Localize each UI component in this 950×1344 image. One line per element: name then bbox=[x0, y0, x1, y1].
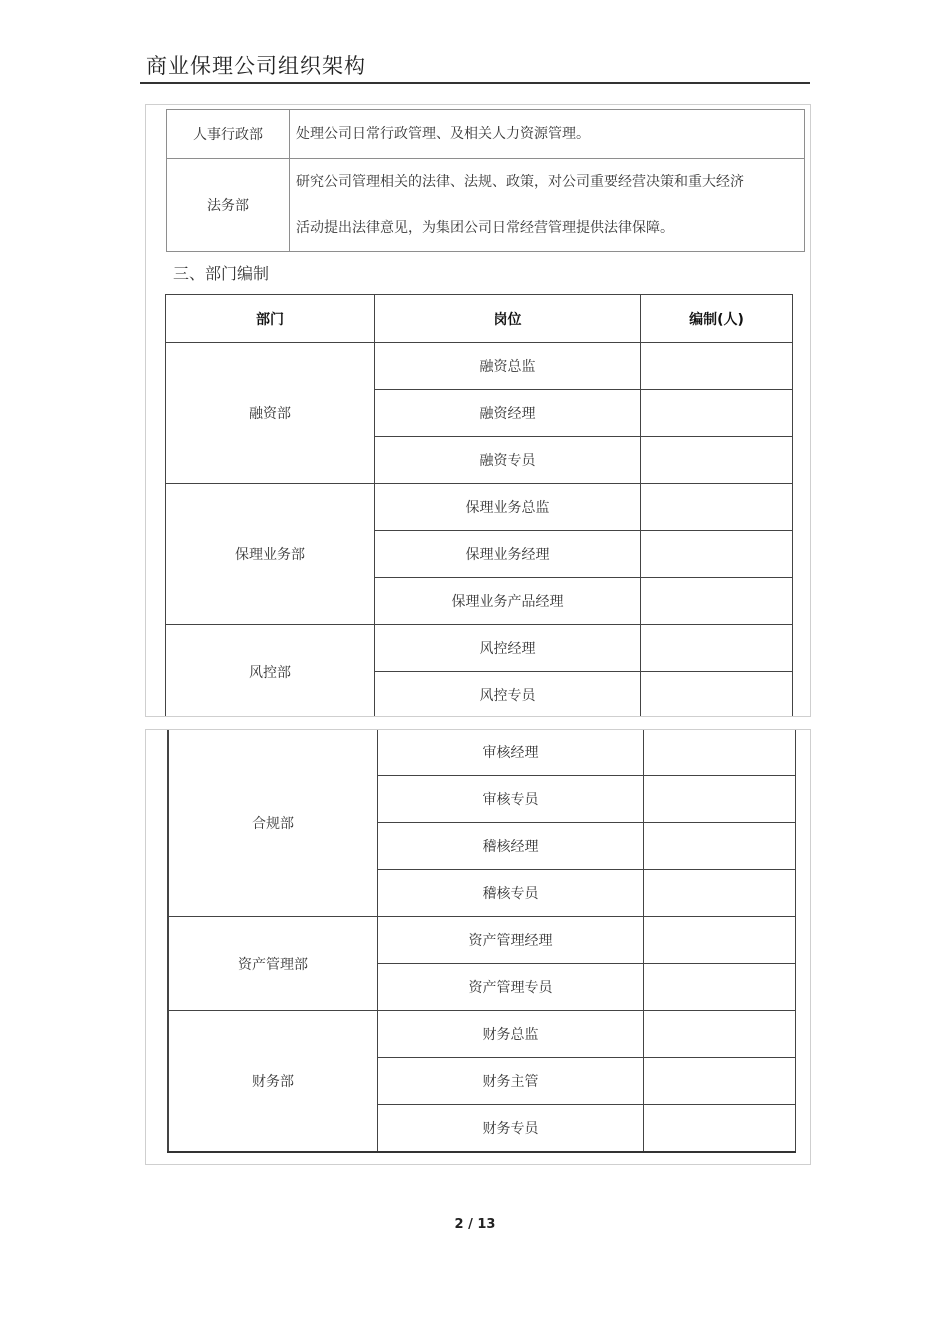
position-cell: 财务主管 bbox=[378, 1058, 644, 1105]
headcount-cell bbox=[641, 578, 793, 625]
department-cell: 融资部 bbox=[166, 343, 375, 484]
headcount-cell bbox=[644, 917, 796, 964]
position-cell: 财务总监 bbox=[378, 1011, 644, 1058]
headcount-cell bbox=[644, 776, 796, 823]
department-cell: 风控部 bbox=[166, 625, 375, 718]
position-cell: 审核经理 bbox=[378, 729, 644, 776]
department-cell: 财务部 bbox=[168, 1011, 378, 1153]
column-header-department: 部门 bbox=[166, 295, 375, 343]
table-row bbox=[166, 343, 793, 390]
position-cell: 财务专员 bbox=[378, 1105, 644, 1153]
headcount-cell bbox=[641, 343, 793, 390]
position-cell: 风控经理 bbox=[375, 625, 641, 672]
position-cell: 保理业务总监 bbox=[375, 484, 641, 531]
position-cell: 融资经理 bbox=[375, 390, 641, 437]
headcount-cell bbox=[641, 437, 793, 484]
duty-text-line: 研究公司管理相关的法律、法规、政策，对公司重要经营决策和重大经济 bbox=[296, 174, 744, 190]
staffing-table-part-2 bbox=[167, 729, 796, 1153]
column-header-position: 岗位 bbox=[375, 295, 641, 343]
headcount-cell bbox=[641, 672, 793, 718]
staffing-table-part-1 bbox=[165, 294, 793, 717]
headcount-cell bbox=[644, 1058, 796, 1105]
table-row bbox=[168, 1011, 796, 1058]
position-cell: 资产管理经理 bbox=[378, 917, 644, 964]
dept-duty-cell bbox=[290, 159, 805, 252]
page-panel-1 bbox=[145, 104, 811, 717]
position-cell: 融资总监 bbox=[375, 343, 641, 390]
page-panel-2 bbox=[145, 729, 811, 1165]
headcount-cell bbox=[644, 870, 796, 917]
position-cell: 稽核专员 bbox=[378, 870, 644, 917]
duty-text-line: 活动提出法律意见，为集团公司日常经营管理提供法律保障。 bbox=[296, 220, 674, 236]
header-divider bbox=[140, 82, 810, 84]
headcount-cell bbox=[641, 390, 793, 437]
headcount-cell bbox=[644, 823, 796, 870]
headcount-cell bbox=[644, 1011, 796, 1058]
department-cell: 合规部 bbox=[168, 729, 378, 917]
table-row bbox=[168, 917, 796, 964]
headcount-cell bbox=[644, 1105, 796, 1153]
position-cell: 资产管理专员 bbox=[378, 964, 644, 1011]
department-duties-table bbox=[166, 109, 805, 252]
duty-text-line: 处理公司日常行政管理、及相关人力资源管理。 bbox=[296, 126, 590, 142]
table-row bbox=[168, 729, 796, 776]
document-title: 商业保理公司组织架构 bbox=[146, 54, 366, 78]
table-row bbox=[166, 484, 793, 531]
position-cell: 风控专员 bbox=[375, 672, 641, 718]
position-cell: 审核专员 bbox=[378, 776, 644, 823]
dept-duty-cell bbox=[290, 110, 805, 159]
headcount-cell bbox=[641, 484, 793, 531]
department-cell: 保理业务部 bbox=[166, 484, 375, 625]
headcount-cell bbox=[641, 531, 793, 578]
headcount-cell bbox=[641, 625, 793, 672]
dept-name-cell: 人事行政部 bbox=[167, 110, 290, 159]
position-cell: 稽核经理 bbox=[378, 823, 644, 870]
dept-name-cell: 法务部 bbox=[167, 159, 290, 252]
section-heading: 三、部门编制 bbox=[173, 264, 270, 283]
column-header-headcount: 编制(人) bbox=[641, 295, 793, 343]
table-header-row bbox=[166, 295, 793, 343]
position-cell: 融资专员 bbox=[375, 437, 641, 484]
position-cell: 保理业务产品经理 bbox=[375, 578, 641, 625]
department-cell: 资产管理部 bbox=[168, 917, 378, 1011]
page-number: 2 / 13 bbox=[454, 1217, 496, 1232]
table-row bbox=[166, 625, 793, 672]
table-row bbox=[167, 110, 805, 159]
headcount-cell bbox=[644, 964, 796, 1011]
position-cell: 保理业务经理 bbox=[375, 531, 641, 578]
headcount-cell bbox=[644, 729, 796, 776]
table-row bbox=[167, 159, 805, 252]
